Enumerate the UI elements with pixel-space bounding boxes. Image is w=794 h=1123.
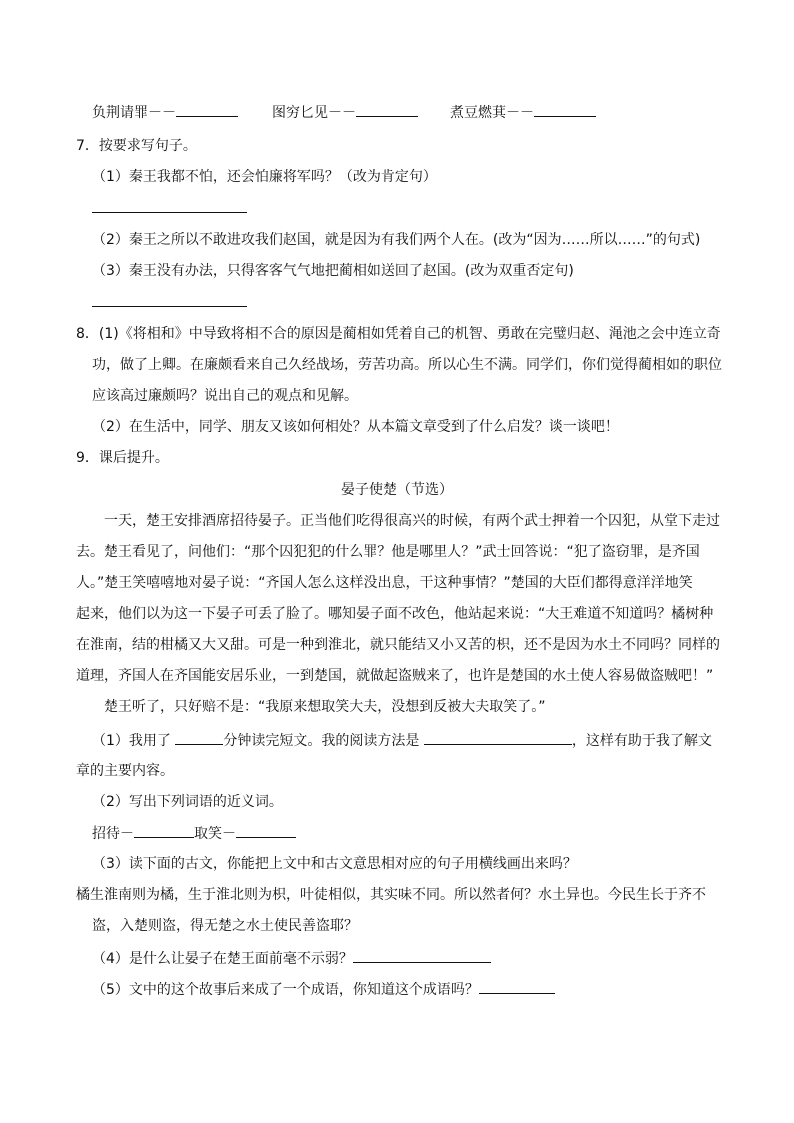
passage-line: 去。楚王看见了，问他们：“那个囚犯犯的什么罪？他是哪里人？”武士回答说：“犯了盗窃罪，是齐国	[76, 544, 700, 560]
q9-sub1-cont: 章的主要内容。	[76, 763, 174, 779]
passage-line: 在淮南，结的柑橘又大又甜。可是一种到淮北，就只能结又小又苦的枳，还不是因为水土不同吗？同样的	[76, 637, 720, 653]
q7-item-1: （1）秦王我都不怕，还会怕廉将军吗？（改为肯定句）	[92, 169, 437, 185]
passage-line: 人。”楚王笑嘻嘻地对晏子说：“齐国人怎么这样没出息，干这种事情？”楚国的大臣们都得意洋洋地笑	[76, 575, 693, 591]
q9-sub3: （3）读下面的古文，你能把上文中和古文意思相对应的句子用横线画出来吗？	[92, 856, 577, 872]
q9-sub1-text: 分钟读完短文。我的阅读方法是	[223, 733, 420, 749]
passage-line: 起来，他们以为这一下晏子可丢了脸了。哪知晏子面不改色，他站起来说：“大王难道不知道吗？橘树种	[76, 606, 714, 622]
q9-sub1-text: （1）我用了	[92, 733, 171, 749]
q7-item-3: （3）秦王没有办法，只得客客气气地把蔺相如送回了赵国。(改为双重否定句)	[92, 263, 574, 279]
idiom-item	[450, 102, 596, 123]
q9-heading: 9．课后提升。	[76, 450, 169, 466]
q9-sub1	[92, 730, 712, 751]
q9-sub4-text: （4）是什么让晏子在楚王面前毫不示弱？	[92, 951, 353, 967]
passage-line: 楚王听了，只好赔不是：“我原来想取笑大夫，没想到反被大夫取笑了。”	[104, 699, 546, 715]
synonym-label: 取笑－	[194, 826, 236, 842]
classical-line: 橘生淮南则为橘，生于淮北则为枳，叶徒相似，其实味不同。所以然者何？水土异也。今民生长于齐不	[76, 887, 706, 903]
q8-line: 功，做了上卿。在廉颇看来自己久经战场，劳苦功高。所以心生不满。同学们，你们觉得蔺相如的职位	[92, 357, 722, 373]
classical-line: 盗，入楚则盗，得无楚之水土使民善盗耶？	[92, 918, 358, 934]
passage-line: 一天，楚王安排酒席招待晏子。正当他们吃得很高兴的时候，有两个武士押着一个囚犯，从堂下走过	[104, 513, 720, 529]
idiom-text: 图穷匕见－－	[272, 105, 356, 121]
idiom-item	[92, 102, 238, 123]
synonym-blank[interactable]	[134, 823, 194, 838]
synonym-blank[interactable]	[236, 823, 296, 838]
idiom-answer-blank[interactable]	[356, 102, 418, 117]
idiom-text: 负荆请罪－－	[92, 105, 176, 121]
idiom-answer-blank[interactable]	[176, 102, 238, 117]
idiom-answer-blank[interactable]	[534, 102, 596, 117]
q9-sub5	[92, 979, 555, 1000]
synonym-row	[92, 823, 296, 844]
q9-sub5-text: （5）文中的这个故事后来成了一个成语，你知道这个成语吗？	[92, 982, 479, 998]
q8-line: 应该高过廉颇吗？说出自己的观点和见解。	[92, 388, 358, 404]
idiom-text: 煮豆燃萁－－	[450, 105, 534, 121]
q9-sub1-text: ，这样有助于我了解文	[571, 733, 712, 749]
q8-line: （2）在生活中，同学、朋友又该如何相处？从本篇文章受到了什么启发？谈一谈吧！	[92, 419, 619, 435]
answer-blank[interactable]	[479, 979, 555, 994]
q7-heading: 7．按要求写句子。	[76, 138, 197, 154]
answer-line[interactable]	[92, 212, 247, 213]
passage-title: 晏子使楚（节选）	[341, 482, 453, 498]
q7-item-2: （2）秦王之所以不敢进攻我们赵国，就是因为有我们两个人在。(改为“因为……所以……”的句式)	[92, 232, 701, 248]
q8-line: 8．(1)《将相和》中导致将相不合的原因是蔺相如凭着自己的机智、勇敢在完璧归赵、渑池之会中连立奇	[76, 326, 721, 342]
answer-blank[interactable]	[353, 948, 491, 963]
passage-line: 道理，齐国人在齐国能安居乐业，一到楚国，就做起盗贼来了，也许是楚国的水土使人容易做盗贼吧！”	[76, 668, 714, 684]
q9-sub4	[92, 948, 491, 969]
method-blank[interactable]	[424, 730, 572, 745]
idiom-item	[272, 102, 418, 123]
minutes-blank[interactable]	[175, 730, 223, 745]
q9-sub2: （2）写出下列词语的近义词。	[92, 794, 283, 810]
synonym-label: 招待－	[92, 826, 134, 842]
answer-line[interactable]	[92, 306, 247, 307]
